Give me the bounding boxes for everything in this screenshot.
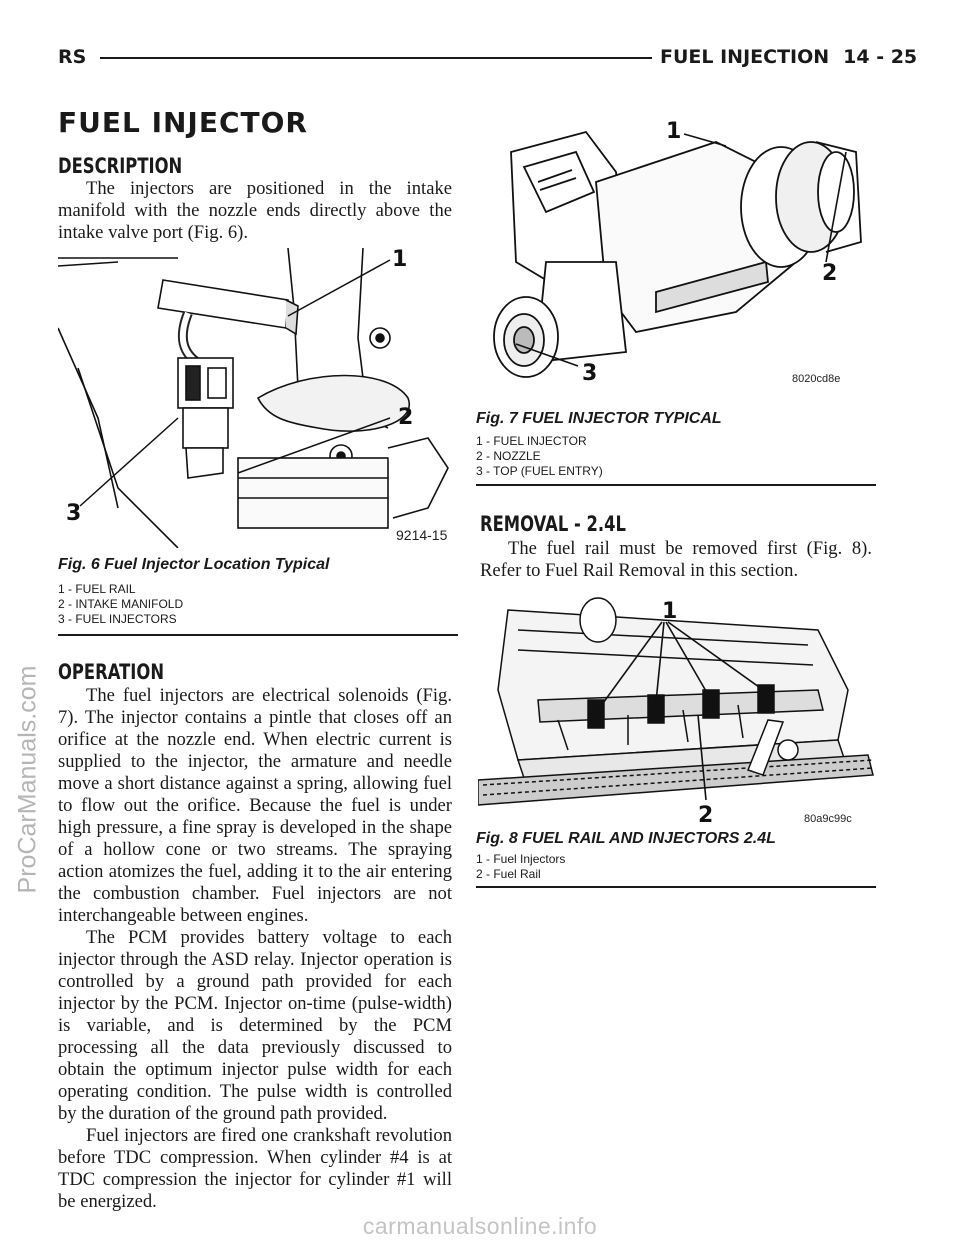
- removal-heading: REMOVAL - 2.4L: [480, 512, 626, 536]
- page-title: FUEL INJECTOR: [58, 106, 308, 139]
- fig6-title: Fig. 6 Fuel Injector Location Typical: [58, 556, 330, 573]
- fig8-rule: [476, 886, 876, 888]
- fig6-callout-3: 3: [66, 501, 82, 526]
- fig8-legend: [476, 852, 565, 882]
- fig7-fuel-injector-illustration: [476, 112, 876, 392]
- fig7-callout-3: 3: [582, 361, 598, 386]
- fig6-legend-item: 1 - FUEL RAIL: [58, 582, 136, 596]
- removal-paragraph: The fuel rail must be removed first (Fig. 8). Refer to Fuel Rail Removal in this section.: [480, 538, 872, 581]
- fig6-legend-item: 2 - INTAKE MANIFOLD: [58, 597, 184, 611]
- fig7-legend: [476, 434, 603, 479]
- fig7-callout-2: 2: [822, 261, 838, 286]
- fig8-code: 80a9c99c: [804, 813, 852, 825]
- fig7-title: Fig. 7 FUEL INJECTOR TYPICAL: [476, 410, 722, 427]
- header-rule: [100, 57, 652, 59]
- fig8-fuel-rail-injectors-illustration: [478, 590, 876, 830]
- removal-text-block: [480, 538, 872, 582]
- description-paragraph: The injectors are positioned in the intake manifold with the nozzle ends directly above the intake valve port (Fig. 6).: [58, 178, 452, 243]
- fig8-callout-1: 1: [662, 599, 678, 624]
- fig8-callout-2: 2: [698, 803, 714, 828]
- fig7-legend-item: 2 - NOZZLE: [476, 449, 541, 463]
- header-right: [660, 46, 917, 68]
- header-page-number: 14 - 25: [843, 46, 918, 68]
- fig6-fuel-injector-location-illustration: [58, 248, 458, 548]
- side-watermark: ProCarManuals.com: [13, 665, 42, 894]
- operation-heading: OPERATION: [58, 660, 165, 684]
- header-section-title: FUEL INJECTION: [660, 46, 830, 68]
- fig6-legend-item: 3 - FUEL INJECTORS: [58, 612, 177, 626]
- header-section-code: RS: [58, 46, 87, 68]
- operation-paragraph: Fuel injectors are fired one crankshaft revolution before TDC compression. When cylinder #4 is at TDC compression the injector for cylinder #1 will be energized.: [58, 1125, 452, 1212]
- fig8-title: Fig. 8 FUEL RAIL AND INJECTORS 2.4L: [476, 830, 776, 847]
- fig6-legend: [58, 582, 183, 627]
- operation-text-block: [58, 685, 452, 1213]
- operation-paragraph: The fuel injectors are electrical solenoids (Fig. 7). The injector contains a pintle that closes off an orifice at the nozzle end. When electric current is supplied to the injector, the armature and needle move a short distance against a spring, allowing fuel to flow out the orifice. Because the fuel is under high pressure, a fine spray is developed in the shape of a hollow cone or two streams. The spraying action atomizes the fuel, adding it to the air entering the combustion chamber. Fuel injectors are not interchangeable between engines.: [58, 685, 452, 926]
- fig7-callout-1: 1: [666, 119, 682, 144]
- fig6-code: 9214-15: [396, 527, 448, 543]
- operation-paragraph: The PCM provides battery voltage to each injector through the ASD relay. Injector operation is controlled by a ground path provided for each injector by the PCM. Injector on-time (pulse-width) is variable, and is determined by the PCM processing all the data previously discussed to obtain the optimum injector pulse width for each operating condition. The pulse width is controlled by the duration of the ground path provided.: [58, 927, 452, 1124]
- description-heading: DESCRIPTION: [58, 154, 183, 178]
- fig7-legend-item: 3 - TOP (FUEL ENTRY): [476, 464, 603, 478]
- fig7-legend-item: 1 - FUEL INJECTOR: [476, 434, 587, 448]
- fig6-callout-1: 1: [392, 248, 408, 272]
- fig8-legend-item: 1 - Fuel Injectors: [476, 852, 566, 866]
- fig6-callout-2: 2: [398, 405, 414, 430]
- fig8-legend-item: 2 - Fuel Rail: [476, 867, 541, 881]
- fig7-rule: [476, 484, 876, 486]
- fig7-code: 8020cd8e: [792, 373, 841, 385]
- fig6-rule: [58, 634, 458, 636]
- description-text-block: [58, 178, 452, 244]
- bottom-watermark: carmanualsonline.info: [362, 1213, 598, 1239]
